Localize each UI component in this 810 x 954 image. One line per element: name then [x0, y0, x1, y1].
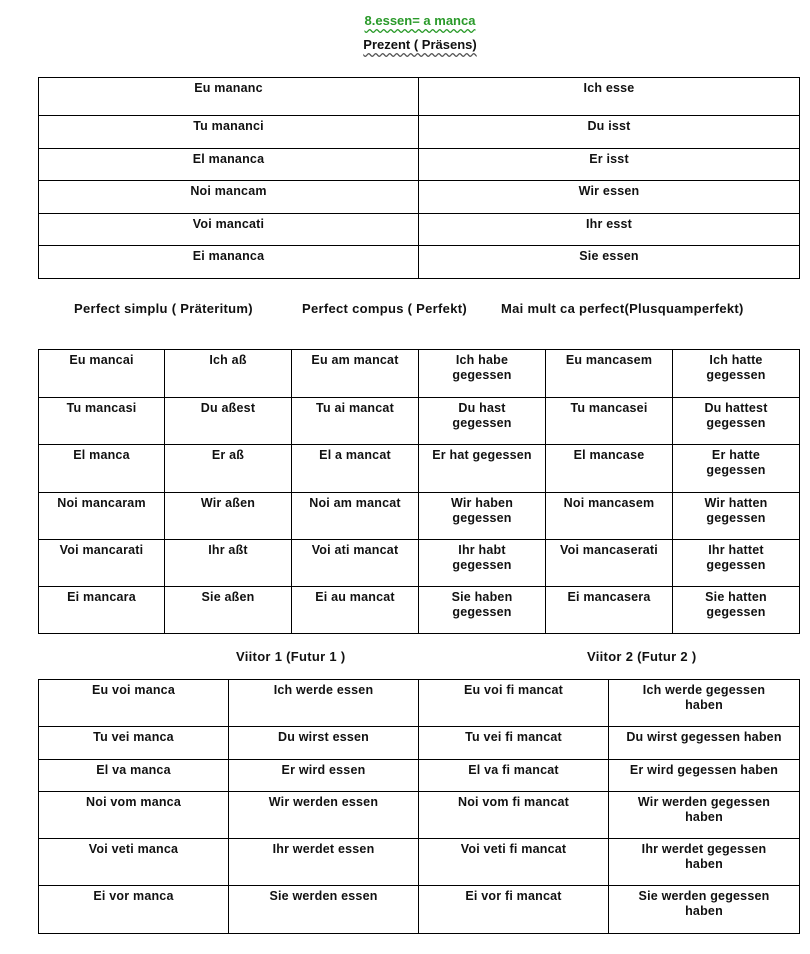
- table-row: [39, 116, 800, 149]
- table-cell: Er wird essen: [229, 760, 419, 792]
- table-cell: Er aß: [165, 445, 292, 493]
- table-row: [39, 886, 800, 934]
- table-cell: Noi vom fi mancat: [419, 792, 609, 839]
- table-cell: Wir werden gegessen haben: [609, 792, 800, 839]
- table-cell: Ich esse: [419, 78, 800, 116]
- table-cell: Voi mancaserati: [546, 540, 673, 587]
- table-row: [39, 587, 800, 634]
- table-cell: El va manca: [39, 760, 229, 792]
- table-row: [39, 246, 800, 279]
- table-cell: Ihr werdet gegessen haben: [609, 839, 800, 886]
- table-cell: Sie haben gegessen: [419, 587, 546, 634]
- table-cell: Sie aßen: [165, 587, 292, 634]
- table-cell: Ihr werdet essen: [229, 839, 419, 886]
- table-cell: Voi mancarati: [39, 540, 165, 587]
- table-cell: El mananca: [39, 149, 419, 181]
- table-cell: Voi veti fi mancat: [419, 839, 609, 886]
- table-row: [39, 792, 800, 839]
- table-row: [39, 350, 800, 398]
- table-cell: Ei mananca: [39, 246, 419, 279]
- table-cell: Eu voi manca: [39, 680, 229, 727]
- table-cell: Du hattest gegessen: [673, 398, 800, 445]
- table-cell: Voi mancati: [39, 214, 419, 246]
- table-cell: Noi mancasem: [546, 493, 673, 540]
- table-cell: Voi ati mancat: [292, 540, 419, 587]
- table-cell: Du wirst essen: [229, 727, 419, 760]
- table-cell: Er isst: [419, 149, 800, 181]
- table-cell: Tu vei fi mancat: [419, 727, 609, 760]
- table-cell: El mancase: [546, 445, 673, 493]
- table-cell: Wir essen: [419, 181, 800, 214]
- table-cell: Du wirst gegessen haben: [609, 727, 800, 760]
- heading-viitor-2: Viitor 2 (Futur 2 ): [587, 649, 697, 664]
- table-cell: Eu mananc: [39, 78, 419, 116]
- table-cell: Sie hatten gegessen: [673, 587, 800, 634]
- table-cell: El a mancat: [292, 445, 419, 493]
- table-cell: Du aßest: [165, 398, 292, 445]
- table-cell: Ich werde gegessen haben: [609, 680, 800, 727]
- table-cell: Ich aß: [165, 350, 292, 398]
- table-cell: Eu am mancat: [292, 350, 419, 398]
- table-cell: Wir aßen: [165, 493, 292, 540]
- table-cell: Ei mancara: [39, 587, 165, 634]
- table-row: [39, 680, 800, 727]
- table-cell: Er wird gegessen haben: [609, 760, 800, 792]
- table-cell: Ei vor fi mancat: [419, 886, 609, 934]
- table-cell: Wir werden essen: [229, 792, 419, 839]
- table-row: [39, 214, 800, 246]
- table-cell: Noi mancaram: [39, 493, 165, 540]
- heading-perfect-compus: Perfect compus ( Perfekt): [302, 301, 467, 316]
- table-cell: Sie werden gegessen haben: [609, 886, 800, 934]
- heading-perfect-simplu: Perfect simplu ( Präteritum): [74, 301, 253, 316]
- present-heading: Prezent ( Präsens): [363, 37, 477, 52]
- table-cell: Ihr aßt: [165, 540, 292, 587]
- table-cell: Du isst: [419, 116, 800, 149]
- table-cell: Voi veti manca: [39, 839, 229, 886]
- table-cell: Ihr habt gegessen: [419, 540, 546, 587]
- heading-viitor-1: Viitor 1 (Futur 1 ): [236, 649, 346, 664]
- table-cell: El va fi mancat: [419, 760, 609, 792]
- table-row: [39, 540, 800, 587]
- table-cell: Ei mancasera: [546, 587, 673, 634]
- table-cell: Du hast gegessen: [419, 398, 546, 445]
- table-cell: Noi vom manca: [39, 792, 229, 839]
- table-row: [39, 445, 800, 493]
- table-cell: Ich hatte gegessen: [673, 350, 800, 398]
- table-row: [39, 839, 800, 886]
- table-cell: Noi mancam: [39, 181, 419, 214]
- table-cell: El manca: [39, 445, 165, 493]
- table-cell: Ich werde essen: [229, 680, 419, 727]
- table-cell: Sie essen: [419, 246, 800, 279]
- table-cell: Ihr esst: [419, 214, 800, 246]
- table-cell: Wir haben gegessen: [419, 493, 546, 540]
- table-row: [39, 493, 800, 540]
- table-row: [39, 398, 800, 445]
- table-cell: Noi am mancat: [292, 493, 419, 540]
- table-cell: Eu voi fi mancat: [419, 680, 609, 727]
- table-cell: Eu mancasem: [546, 350, 673, 398]
- table-cell: Ich habe gegessen: [419, 350, 546, 398]
- table-cell: Tu ai mancat: [292, 398, 419, 445]
- table-cell: Tu mancasi: [39, 398, 165, 445]
- table-cell: Tu mancasei: [546, 398, 673, 445]
- table-cell: Wir hatten gegessen: [673, 493, 800, 540]
- future-tenses-table: [38, 679, 800, 934]
- table-cell: Er hatte gegessen: [673, 445, 800, 493]
- table-cell: Ei vor manca: [39, 886, 229, 934]
- table-cell: Tu mananci: [39, 116, 419, 149]
- heading-mai-mult-ca-perfect: Mai mult ca perfect(Plusquamperfekt): [501, 301, 744, 316]
- table-cell: Tu vei manca: [39, 727, 229, 760]
- table-cell: Ei au mancat: [292, 587, 419, 634]
- table-row: [39, 149, 800, 181]
- table-row: [39, 727, 800, 760]
- table-cell: Sie werden essen: [229, 886, 419, 934]
- past-tenses-table: [38, 349, 800, 634]
- page-title: 8.essen= a manca: [364, 13, 476, 28]
- table-cell: Er hat gegessen: [419, 445, 546, 493]
- table-cell: Ihr hattet gegessen: [673, 540, 800, 587]
- present-table: [38, 77, 800, 279]
- table-cell: Eu mancai: [39, 350, 165, 398]
- table-row: [39, 181, 800, 214]
- table-row: [39, 78, 800, 116]
- table-row: [39, 760, 800, 792]
